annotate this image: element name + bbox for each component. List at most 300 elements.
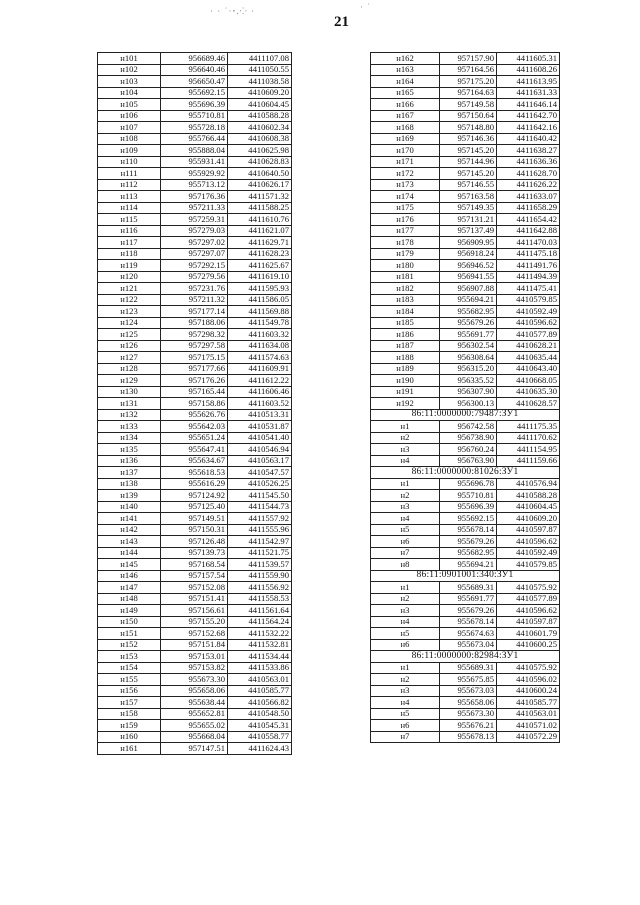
y-coordinate-cell: 4410545.31: [228, 720, 292, 732]
coordinate-table-right: [370, 52, 560, 743]
cadastral-number-header: 86:11:0000000:81026:ЗУ1: [371, 467, 560, 479]
y-coordinate-cell: 4411154.95: [497, 444, 560, 456]
y-coordinate-cell: 4411605.31: [497, 53, 560, 65]
point-id-cell: н2: [371, 593, 440, 605]
table-row: [371, 455, 560, 467]
point-id-cell: н3: [371, 605, 440, 617]
y-coordinate-cell: 4410597.87: [497, 524, 560, 536]
point-id-cell: н119: [98, 260, 161, 272]
point-id-cell: н4: [371, 513, 440, 525]
y-coordinate-cell: 4410571.02: [497, 720, 560, 732]
x-coordinate-cell: 957155.20: [161, 616, 228, 628]
y-coordinate-cell: 4411613.95: [497, 76, 560, 88]
x-coordinate-cell: 957188.06: [161, 317, 228, 329]
x-coordinate-cell: 956941.55: [440, 271, 497, 283]
table-row: [98, 467, 292, 479]
point-id-cell: н2: [371, 432, 440, 444]
y-coordinate-cell: 4411603.52: [228, 398, 292, 410]
table-row: [371, 593, 560, 605]
x-coordinate-cell: 957176.26: [161, 375, 228, 387]
y-coordinate-cell: 4411631.33: [497, 87, 560, 99]
y-coordinate-cell: 4411612.22: [228, 375, 292, 387]
point-id-cell: н117: [98, 237, 161, 249]
y-coordinate-cell: 4411549.78: [228, 317, 292, 329]
x-coordinate-cell: 955710.81: [161, 110, 228, 122]
point-id-cell: н111: [98, 168, 161, 180]
point-id-cell: н157: [98, 697, 161, 709]
table-row: [371, 501, 560, 513]
point-id-cell: н185: [371, 317, 440, 329]
x-coordinate-cell: 956689.46: [161, 53, 228, 65]
x-coordinate-cell: 956315.20: [440, 363, 497, 375]
point-id-cell: н4: [371, 697, 440, 709]
x-coordinate-cell: 957144.96: [440, 156, 497, 168]
table-row: [98, 110, 292, 122]
y-coordinate-cell: 4411038.58: [228, 76, 292, 88]
y-coordinate-cell: 4410668.05: [497, 375, 560, 387]
x-coordinate-cell: 955696.78: [440, 478, 497, 490]
table-row: [98, 536, 292, 548]
x-coordinate-cell: 955694.21: [440, 559, 497, 571]
section-header-row: [371, 651, 560, 663]
point-id-cell: н1: [371, 582, 440, 594]
table-row: [371, 582, 560, 594]
point-id-cell: н129: [98, 375, 161, 387]
table-row: [371, 260, 560, 272]
point-id-cell: н139: [98, 490, 161, 502]
y-coordinate-cell: 4411608.26: [497, 64, 560, 76]
y-coordinate-cell: 4411532.81: [228, 639, 292, 651]
x-coordinate-cell: 955673.30: [440, 708, 497, 720]
x-coordinate-cell: 957148.80: [440, 122, 497, 134]
x-coordinate-cell: 955728.18: [161, 122, 228, 134]
x-coordinate-cell: 955673.03: [440, 685, 497, 697]
x-coordinate-cell: 955696.39: [161, 99, 228, 111]
table-row: [371, 421, 560, 433]
y-coordinate-cell: 4411603.32: [228, 329, 292, 341]
y-coordinate-cell: 4410572.29: [497, 731, 560, 743]
y-coordinate-cell: 4410604.45: [497, 501, 560, 513]
point-id-cell: н118: [98, 248, 161, 260]
cadastral-number-header: 86:11:0000000:82984:ЗУ1: [371, 651, 560, 663]
y-coordinate-cell: 4411564.24: [228, 616, 292, 628]
y-coordinate-cell: 4410643.40: [497, 363, 560, 375]
x-coordinate-cell: 955689.31: [440, 582, 497, 594]
y-coordinate-cell: 4411634.08: [228, 340, 292, 352]
x-coordinate-cell: 956308.64: [440, 352, 497, 364]
table-row: [98, 697, 292, 709]
table-row: [98, 260, 292, 272]
y-coordinate-cell: 4411654.42: [497, 214, 560, 226]
x-coordinate-cell: 957131.21: [440, 214, 497, 226]
table-row: [98, 294, 292, 306]
x-coordinate-cell: 955713.12: [161, 179, 228, 191]
table-row: [371, 513, 560, 525]
y-coordinate-cell: 4410604.45: [228, 99, 292, 111]
x-coordinate-cell: 957137.49: [440, 225, 497, 237]
table-row: [371, 444, 560, 456]
point-id-cell: н142: [98, 524, 161, 536]
y-coordinate-cell: 4411626.22: [497, 179, 560, 191]
point-id-cell: н104: [98, 87, 161, 99]
x-coordinate-cell: 957231.76: [161, 283, 228, 295]
table-row: [371, 110, 560, 122]
table-row: [371, 697, 560, 709]
x-coordinate-cell: 955766.44: [161, 133, 228, 145]
table-row: [98, 386, 292, 398]
point-id-cell: н147: [98, 582, 161, 594]
x-coordinate-cell: 956300.13: [440, 398, 497, 410]
table-row: [98, 156, 292, 168]
point-id-cell: н4: [371, 616, 440, 628]
table-row: [98, 685, 292, 697]
point-id-cell: н158: [98, 708, 161, 720]
table-row: [371, 283, 560, 295]
point-id-cell: н140: [98, 501, 161, 513]
table-row: [371, 386, 560, 398]
y-coordinate-cell: 4410628.21: [497, 340, 560, 352]
x-coordinate-cell: 957297.58: [161, 340, 228, 352]
point-id-cell: н7: [371, 547, 440, 559]
point-id-cell: н175: [371, 202, 440, 214]
point-id-cell: н106: [98, 110, 161, 122]
point-id-cell: н130: [98, 386, 161, 398]
point-id-cell: н134: [98, 432, 161, 444]
table-row: [98, 524, 292, 536]
table-row: [371, 708, 560, 720]
x-coordinate-cell: 957146.55: [440, 179, 497, 191]
point-id-cell: н126: [98, 340, 161, 352]
x-coordinate-cell: 957145.20: [440, 168, 497, 180]
x-coordinate-cell: 957292.15: [161, 260, 228, 272]
x-coordinate-cell: 957151.84: [161, 639, 228, 651]
y-coordinate-cell: 4410575.92: [497, 662, 560, 674]
x-coordinate-cell: 957279.56: [161, 271, 228, 283]
y-coordinate-cell: 4410596.62: [497, 536, 560, 548]
table-row: [371, 202, 560, 214]
point-id-cell: н152: [98, 639, 161, 651]
x-coordinate-cell: 955634.67: [161, 455, 228, 467]
x-coordinate-cell: 957298.32: [161, 329, 228, 341]
x-coordinate-cell: 955618.53: [161, 467, 228, 479]
table-row: [371, 662, 560, 674]
y-coordinate-cell: 4411159.66: [497, 455, 560, 467]
point-id-cell: н1: [371, 662, 440, 674]
point-id-cell: н136: [98, 455, 161, 467]
point-id-cell: н151: [98, 628, 161, 640]
x-coordinate-cell: 956742.58: [440, 421, 497, 433]
x-coordinate-cell: 955676.21: [440, 720, 497, 732]
y-coordinate-cell: 4410628.57: [497, 398, 560, 410]
y-coordinate-cell: 4411619.10: [228, 271, 292, 283]
point-id-cell: н154: [98, 662, 161, 674]
y-coordinate-cell: 4410526.25: [228, 478, 292, 490]
table-row: [371, 329, 560, 341]
point-id-cell: н120: [98, 271, 161, 283]
point-id-cell: н169: [371, 133, 440, 145]
x-coordinate-cell: 957152.08: [161, 582, 228, 594]
x-coordinate-cell: 955626.76: [161, 409, 228, 421]
point-id-cell: н135: [98, 444, 161, 456]
y-coordinate-cell: 4410592.49: [497, 547, 560, 559]
point-id-cell: н2: [371, 490, 440, 502]
point-id-cell: н3: [371, 501, 440, 513]
table-row: [98, 444, 292, 456]
y-coordinate-cell: 4411628.70: [497, 168, 560, 180]
point-id-cell: н173: [371, 179, 440, 191]
y-coordinate-cell: 4411610.76: [228, 214, 292, 226]
y-coordinate-cell: 4411642.88: [497, 225, 560, 237]
point-id-cell: н133: [98, 421, 161, 433]
y-coordinate-cell: 4410513.31: [228, 409, 292, 421]
y-coordinate-cell: 4411170.62: [497, 432, 560, 444]
x-coordinate-cell: 957157.54: [161, 570, 228, 582]
y-coordinate-cell: 4410566.82: [228, 697, 292, 709]
point-id-cell: н124: [98, 317, 161, 329]
x-coordinate-cell: 957279.03: [161, 225, 228, 237]
point-id-cell: н101: [98, 53, 161, 65]
y-coordinate-cell: 4411555.96: [228, 524, 292, 536]
point-id-cell: н128: [98, 363, 161, 375]
table-row: [371, 64, 560, 76]
y-coordinate-cell: 4411545.50: [228, 490, 292, 502]
x-coordinate-cell: 955679.26: [440, 317, 497, 329]
table-row: [98, 639, 292, 651]
point-id-cell: н108: [98, 133, 161, 145]
table-row: [98, 99, 292, 111]
x-coordinate-cell: 957149.51: [161, 513, 228, 525]
y-coordinate-cell: 4411175.35: [497, 421, 560, 433]
point-id-cell: н180: [371, 260, 440, 272]
y-coordinate-cell: 4411658.29: [497, 202, 560, 214]
y-coordinate-cell: 4411636.36: [497, 156, 560, 168]
table-row: [98, 421, 292, 433]
table-row: [371, 294, 560, 306]
table-row: [371, 674, 560, 686]
point-id-cell: н6: [371, 536, 440, 548]
section-header-row: [371, 409, 560, 421]
point-id-cell: н177: [371, 225, 440, 237]
x-coordinate-cell: 955658.06: [161, 685, 228, 697]
y-coordinate-cell: 4411586.05: [228, 294, 292, 306]
point-id-cell: н4: [371, 455, 440, 467]
y-coordinate-cell: 4410558.77: [228, 731, 292, 743]
point-id-cell: н192: [371, 398, 440, 410]
y-coordinate-cell: 4410596.62: [497, 605, 560, 617]
table-row: [371, 720, 560, 732]
x-coordinate-cell: 955710.81: [440, 490, 497, 502]
x-coordinate-cell: 956335.52: [440, 375, 497, 387]
point-id-cell: н5: [371, 628, 440, 640]
x-coordinate-cell: 957177.14: [161, 306, 228, 318]
x-coordinate-cell: 957124.92: [161, 490, 228, 502]
y-coordinate-cell: 4410626.17: [228, 179, 292, 191]
x-coordinate-cell: 955638.44: [161, 697, 228, 709]
y-coordinate-cell: 4410547.57: [228, 467, 292, 479]
table-row: [98, 225, 292, 237]
point-id-cell: н178: [371, 237, 440, 249]
point-id-cell: н168: [371, 122, 440, 134]
x-coordinate-cell: 957151.41: [161, 593, 228, 605]
y-coordinate-cell: 4410600.25: [497, 639, 560, 651]
x-coordinate-cell: 957149.35: [440, 202, 497, 214]
y-coordinate-cell: 4411559.90: [228, 570, 292, 582]
point-id-cell: н105: [98, 99, 161, 111]
y-coordinate-cell: 4411595.93: [228, 283, 292, 295]
point-id-cell: н102: [98, 64, 161, 76]
y-coordinate-cell: 4410579.85: [497, 559, 560, 571]
point-id-cell: н125: [98, 329, 161, 341]
table-row: [98, 743, 292, 755]
x-coordinate-cell: 957150.64: [440, 110, 497, 122]
x-coordinate-cell: 957146.36: [440, 133, 497, 145]
x-coordinate-cell: 955691.77: [440, 329, 497, 341]
table-row: [371, 432, 560, 444]
x-coordinate-cell: 955678.14: [440, 524, 497, 536]
x-coordinate-cell: 957175.20: [440, 76, 497, 88]
table-row: [98, 179, 292, 191]
y-coordinate-cell: 4410608.38: [228, 133, 292, 145]
table-row: [98, 432, 292, 444]
y-coordinate-cell: 4411633.07: [497, 191, 560, 203]
x-coordinate-cell: 957156.61: [161, 605, 228, 617]
table-row: [371, 237, 560, 249]
y-coordinate-cell: 4411588.25: [228, 202, 292, 214]
y-coordinate-cell: 4411533.86: [228, 662, 292, 674]
x-coordinate-cell: 956909.95: [440, 237, 497, 249]
table-row: [98, 674, 292, 686]
table-row: [98, 317, 292, 329]
y-coordinate-cell: 4410588.28: [497, 490, 560, 502]
table-row: [98, 547, 292, 559]
table-row: [371, 547, 560, 559]
y-coordinate-cell: 4410600.24: [497, 685, 560, 697]
table-row: [371, 398, 560, 410]
y-coordinate-cell: 4410635.30: [497, 386, 560, 398]
point-id-cell: н170: [371, 145, 440, 157]
table-row: [371, 685, 560, 697]
point-id-cell: н144: [98, 547, 161, 559]
point-id-cell: н3: [371, 685, 440, 697]
x-coordinate-cell: 955651.24: [161, 432, 228, 444]
y-coordinate-cell: 4411556.92: [228, 582, 292, 594]
point-id-cell: н186: [371, 329, 440, 341]
y-coordinate-cell: 4411561.64: [228, 605, 292, 617]
table-row: [371, 87, 560, 99]
y-coordinate-cell: 4410541.40: [228, 432, 292, 444]
x-coordinate-cell: 955642.03: [161, 421, 228, 433]
y-coordinate-cell: 4411628.23: [228, 248, 292, 260]
point-id-cell: н161: [98, 743, 161, 755]
y-coordinate-cell: 4410596.62: [497, 317, 560, 329]
table-row: [98, 168, 292, 180]
table-row: [371, 559, 560, 571]
x-coordinate-cell: 957297.02: [161, 237, 228, 249]
x-coordinate-cell: 957259.31: [161, 214, 228, 226]
table-row: [98, 720, 292, 732]
point-id-cell: н188: [371, 352, 440, 364]
table-row: [98, 628, 292, 640]
table-row: [371, 248, 560, 260]
x-coordinate-cell: 957157.90: [440, 53, 497, 65]
y-coordinate-cell: 4411571.32: [228, 191, 292, 203]
point-id-cell: н189: [371, 363, 440, 375]
y-coordinate-cell: 4410609.20: [228, 87, 292, 99]
point-id-cell: н141: [98, 513, 161, 525]
point-id-cell: н1: [371, 421, 440, 433]
y-coordinate-cell: 4411629.71: [228, 237, 292, 249]
table-row: [98, 513, 292, 525]
x-coordinate-cell: 956640.46: [161, 64, 228, 76]
x-coordinate-cell: 955691.77: [440, 593, 497, 605]
point-id-cell: н160: [98, 731, 161, 743]
point-id-cell: н191: [371, 386, 440, 398]
cadastral-number-header: 86:11:0901001:340:ЗУ1: [371, 570, 560, 582]
point-id-cell: н146: [98, 570, 161, 582]
point-id-cell: н137: [98, 467, 161, 479]
table-row: [98, 133, 292, 145]
table-row: [371, 363, 560, 375]
y-coordinate-cell: 4411475.41: [497, 283, 560, 295]
x-coordinate-cell: 957211.33: [161, 202, 228, 214]
point-id-cell: н121: [98, 283, 161, 295]
y-coordinate-cell: 4411544.73: [228, 501, 292, 513]
x-coordinate-cell: 955678.13: [440, 731, 497, 743]
table-row: [98, 191, 292, 203]
x-coordinate-cell: 955647.41: [161, 444, 228, 456]
y-coordinate-cell: 4411642.70: [497, 110, 560, 122]
y-coordinate-cell: 4410577.89: [497, 329, 560, 341]
y-coordinate-cell: 4411558.53: [228, 593, 292, 605]
y-coordinate-cell: 4411542.97: [228, 536, 292, 548]
y-coordinate-cell: 4411475.18: [497, 248, 560, 260]
point-id-cell: н112: [98, 179, 161, 191]
table-row: [98, 662, 292, 674]
x-coordinate-cell: 955694.21: [440, 294, 497, 306]
x-coordinate-cell: 957177.66: [161, 363, 228, 375]
table-row: [98, 352, 292, 364]
table-row: [98, 501, 292, 513]
x-coordinate-cell: 955652.81: [161, 708, 228, 720]
table-row: [371, 375, 560, 387]
x-coordinate-cell: 955679.26: [440, 536, 497, 548]
y-coordinate-cell: 4411569.88: [228, 306, 292, 318]
point-id-cell: н174: [371, 191, 440, 203]
table-row: [98, 455, 292, 467]
x-coordinate-cell: 957149.58: [440, 99, 497, 111]
point-id-cell: н6: [371, 639, 440, 651]
y-coordinate-cell: 4411534.44: [228, 651, 292, 663]
y-coordinate-cell: 4411642.16: [497, 122, 560, 134]
point-id-cell: н109: [98, 145, 161, 157]
y-coordinate-cell: 4410575.92: [497, 582, 560, 594]
x-coordinate-cell: 955673.30: [161, 674, 228, 686]
point-id-cell: н179: [371, 248, 440, 260]
y-coordinate-cell: 4411638.27: [497, 145, 560, 157]
point-id-cell: н184: [371, 306, 440, 318]
table-row: [98, 202, 292, 214]
table-row: [98, 616, 292, 628]
y-coordinate-cell: 4411491.76: [497, 260, 560, 272]
table-row: [371, 628, 560, 640]
y-coordinate-cell: 4411621.07: [228, 225, 292, 237]
table-row: [371, 616, 560, 628]
point-id-cell: н162: [371, 53, 440, 65]
point-id-cell: н156: [98, 685, 161, 697]
table-row: [98, 593, 292, 605]
y-coordinate-cell: 4411532.22: [228, 628, 292, 640]
y-coordinate-cell: 4410592.49: [497, 306, 560, 318]
